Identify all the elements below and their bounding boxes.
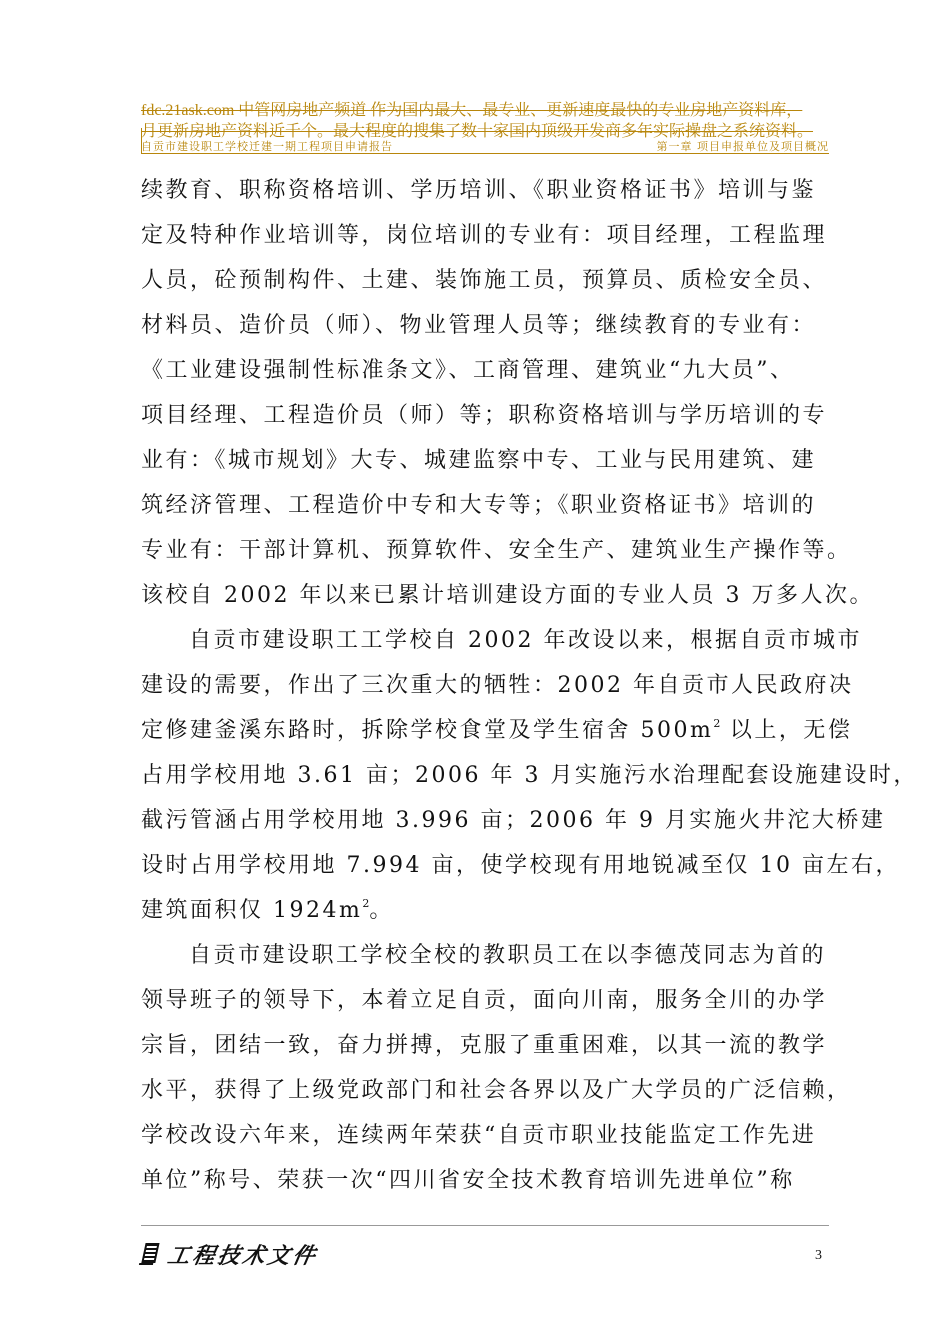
text-line: 水平，获得了上级党政部门和社会各界以及广大学员的广泛信赖， — [141, 1078, 852, 1103]
header-document-title: 自贡市建设职工学校迁建一期工程项目申请报告 — [141, 140, 393, 153]
text-line: 截污管涵占用学校用地 3.996 亩；2006 年 9 月实施火井沱大桥建 — [141, 808, 886, 833]
text-segment: 。 — [369, 898, 394, 923]
text-line: 占用学校用地 3.61 亩；2006 年 3 月实施污水治理配套设施建设时， — [141, 763, 918, 788]
text-line: 定及特种作业培训等，岗位培训的专业有：项目经理，工程监理 — [141, 223, 828, 248]
text-line: 专业有：干部计算机、预算软件、安全生产、建筑业生产操作等。 — [141, 538, 852, 563]
text-line — [141, 708, 853, 753]
footer-logo-text: 工程技术文件 — [165, 1243, 320, 1269]
superscript: 2 — [713, 717, 721, 730]
superscript: 2 — [362, 897, 370, 910]
text-line: 材料员、造价员（师）、物业管理人员等；继续教育的专业有： — [141, 313, 817, 338]
text-line: 自贡市建设职工工学校自 2002 年改设以来，根据自贡市城市 — [189, 628, 862, 653]
document-body — [141, 168, 918, 1203]
text-line: 业有：《城市规划》大专、城建监察中专、工业与民用建筑、建 — [141, 448, 817, 473]
text-line: 《工业建设强制性标准条文》、工商管理、建筑业“九大员”、 — [141, 358, 795, 383]
text-segment: 以上，无偿 — [720, 718, 853, 743]
header-chapter-title: 第一章 项目申报单位及项目概况 — [656, 140, 829, 153]
text-line — [141, 888, 831, 933]
text-line: 领导班子的领导下，本着立足自贡，面向川南，服务全川的办学 — [141, 988, 828, 1013]
text-line: 宗旨，团结一致，奋力拼搏，克服了重重困难，以其一流的教学 — [141, 1033, 828, 1058]
text-line: 人员，砼预制构件、土建、装饰施工员，预算员、质检安全员、 — [141, 268, 828, 293]
text-line: 学校改设六年来，连续两年荣获“自贡市职业技能监定工作先进 — [141, 1123, 817, 1148]
page-number: 3 — [815, 1248, 822, 1263]
text-line: 设时占用学校用地 7.994 亩，使学校现有用地锐减至仅 10 亩左右， — [141, 853, 900, 878]
running-header — [141, 138, 829, 154]
text-segment: 建筑面积仅 1924m — [141, 898, 363, 923]
text-line: 该校自 2002 年以来已累计培训建设方面的专业人员 3 万多人次。 — [141, 583, 874, 608]
text-line: 项目经理、工程造价员（师）等；职称资格培训与学历培训的专 — [141, 403, 828, 428]
watermark-line-1[interactable]: fdc.21ask.com 中管网房地产频道 作为国内最大、最专业、更新速度最快的专业房地产资料库， — [141, 102, 803, 119]
paragraph-land-sacrifices — [141, 618, 918, 933]
footer-rule — [141, 1225, 829, 1226]
text-line: 筑经济管理、工程造价中专和大专等；《职业资格证书》培训的 — [141, 493, 817, 518]
text-line: 自贡市建设职工学校全校的教职员工在以李德茂同志为首的 — [189, 943, 827, 968]
text-line: 建设的需要，作出了三次重大的牺牲：2002 年自贡市人民政府决 — [141, 673, 854, 698]
paragraph-training-programs — [141, 168, 874, 618]
document-stack-icon — [138, 1241, 162, 1267]
header-rule — [141, 153, 829, 154]
watermark-line-2[interactable]: 月更新房地产资料近千个。最大程度的搜集了数十家国内顶级开发商多年实际操盘之系统资料。 — [141, 123, 814, 140]
paragraph-achievements — [141, 933, 852, 1203]
text-segment: 定修建釜溪东路时，拆除学校食堂及学生宿舍 500m — [141, 718, 714, 743]
text-line: 续教育、职称资格培训、学历培训、《职业资格证书》培训与鉴 — [141, 178, 817, 203]
watermark-banner[interactable] — [141, 100, 841, 142]
footer-logo — [138, 1238, 318, 1270]
text-line: 单位”称号、荣获一次“四川省安全技术教育培训先进单位”称 — [141, 1168, 795, 1193]
